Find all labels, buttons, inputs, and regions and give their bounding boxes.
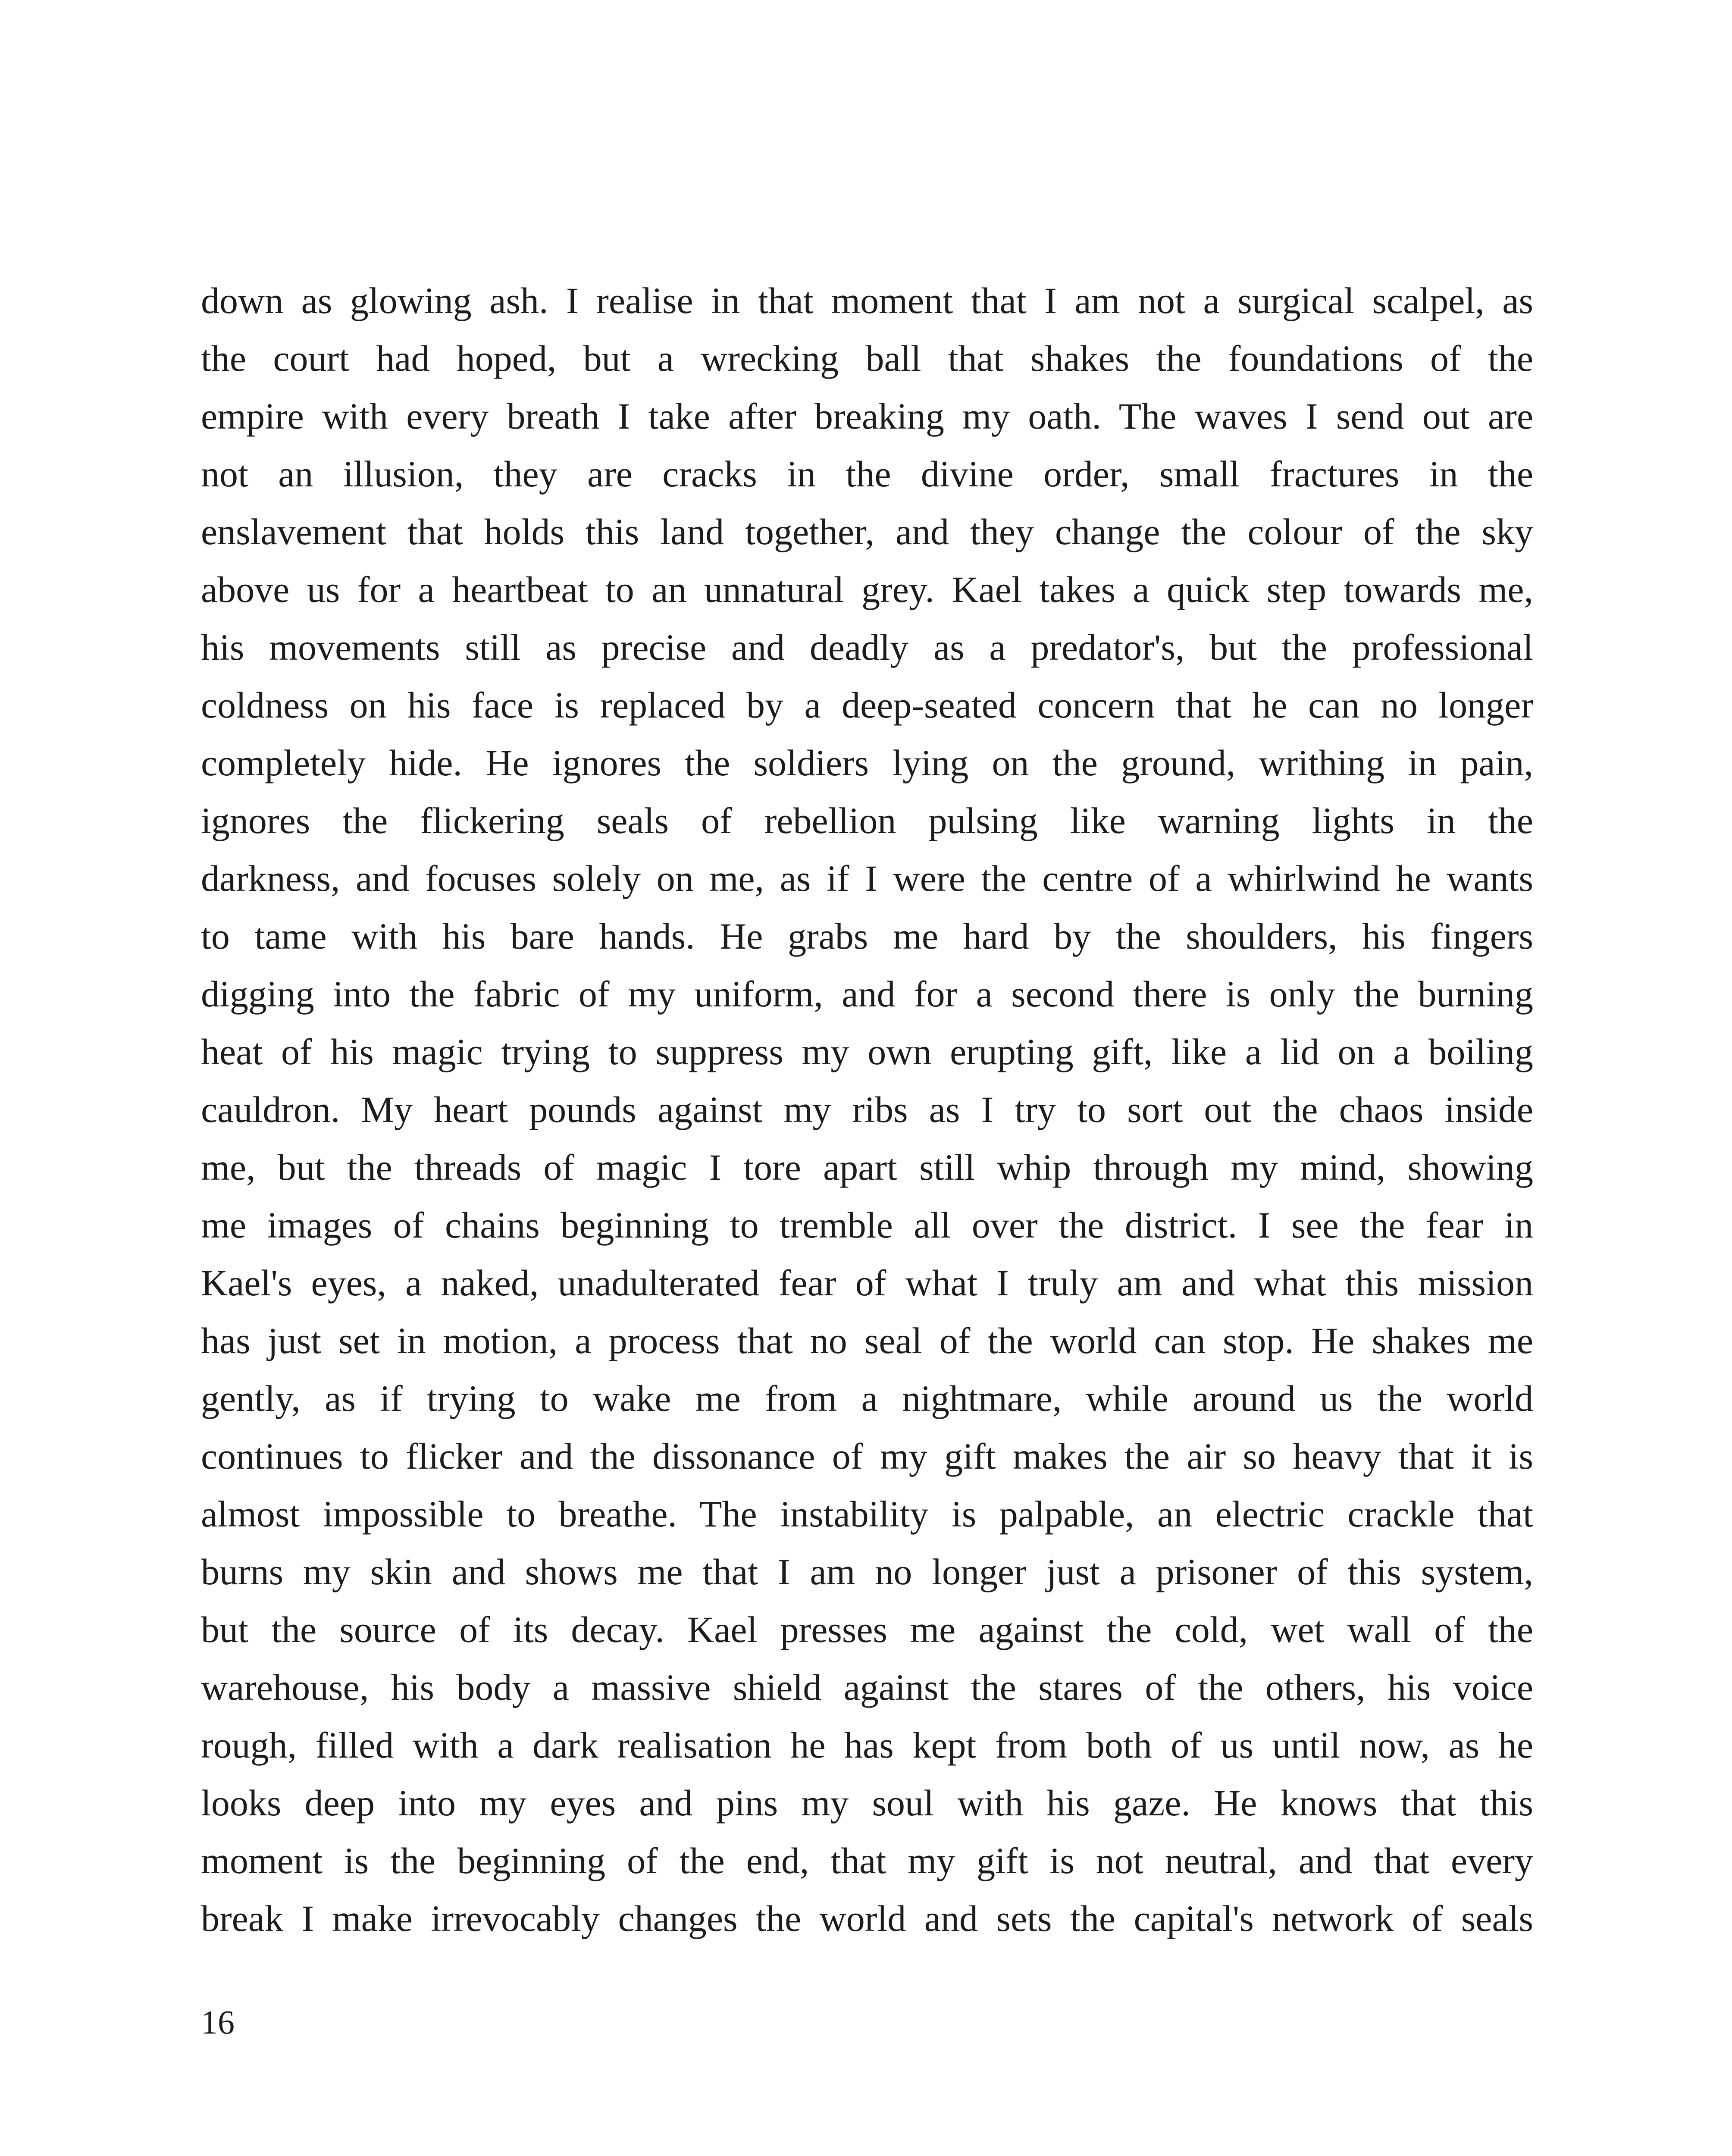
text-line: me images of chains beginning to tremble all over the district. I see the fear in [201,1204,1533,1246]
text-line: gently, as if trying to wake me from a nightmare, while around us the world [201,1378,1533,1419]
text-line: heat of his magic trying to suppress my own erupting gift, like a lid on a boiling [201,1031,1533,1072]
text-line: almost impossible to breathe. The instability is palpable, an electric crackle that [201,1493,1533,1535]
text-line: darkness, and focuses solely on me, as if I were the centre of a whirlwind he wants [201,858,1533,899]
text-line: down as glowing ash. I realise in that moment that I am not a surgical scalpel, as [201,280,1533,321]
text-line: warehouse, his body a massive shield against the stares of the others, his voice [201,1667,1533,1708]
text-line: burns my skin and shows me that I am no longer just a prisoner of this system, [201,1551,1533,1592]
text-line: has just set in motion, a process that no seal of the world can stop. He shakes me [201,1320,1533,1361]
text-line: break I make irrevocably changes the world and sets the capital's network of seals [201,1898,1533,1939]
text-line: the court had hoped, but a wrecking ball that shakes the foundations of the [201,338,1533,379]
text-line: moment is the beginning of the end, that my gift is not neutral, and that every [201,1840,1533,1881]
text-line: his movements still as precise and deadly as a predator's, but the professional [201,627,1533,668]
body-paragraph [201,272,1533,1947]
text-line: not an illusion, they are cracks in the divine order, small fractures in the [201,453,1533,495]
text-line: empire with every breath I take after breaking my oath. The waves I send out are [201,395,1533,437]
text-line: coldness on his face is replaced by a deep-seated concern that he can no longer [201,684,1533,726]
text-line: continues to flicker and the dissonance of my gift makes the air so heavy that it is [201,1435,1533,1477]
text-line: me, but the threads of magic I tore apart still whip through my mind, showing [201,1147,1533,1188]
text-line: enslavement that holds this land together, and they change the colour of the sky [201,511,1533,552]
text-line: above us for a heartbeat to an unnatural grey. Kael takes a quick step towards me, [201,569,1533,610]
text-line: digging into the fabric of my uniform, and for a second there is only the burning [201,973,1533,1015]
text-line: but the source of its decay. Kael presses me against the cold, wet wall of the [201,1609,1533,1650]
text-line: looks deep into my eyes and pins my soul with his gaze. He knows that this [201,1782,1533,1824]
text-line: rough, filled with a dark realisation he has kept from both of us until now, as he [201,1724,1533,1766]
text-line: cauldron. My heart pounds against my ribs as I try to sort out the chaos inside [201,1089,1533,1130]
page-number: 16 [201,2003,235,2041]
text-line: to tame with his bare hands. He grabs me hard by the shoulders, his fingers [201,915,1533,957]
text-line: completely hide. He ignores the soldiers lying on the ground, writhing in pain, [201,742,1533,783]
text-line: ignores the flickering seals of rebellion pulsing like warning lights in the [201,800,1533,841]
text-line: Kael's eyes, a naked, unadulterated fear of what I truly am and what this mission [201,1262,1533,1304]
